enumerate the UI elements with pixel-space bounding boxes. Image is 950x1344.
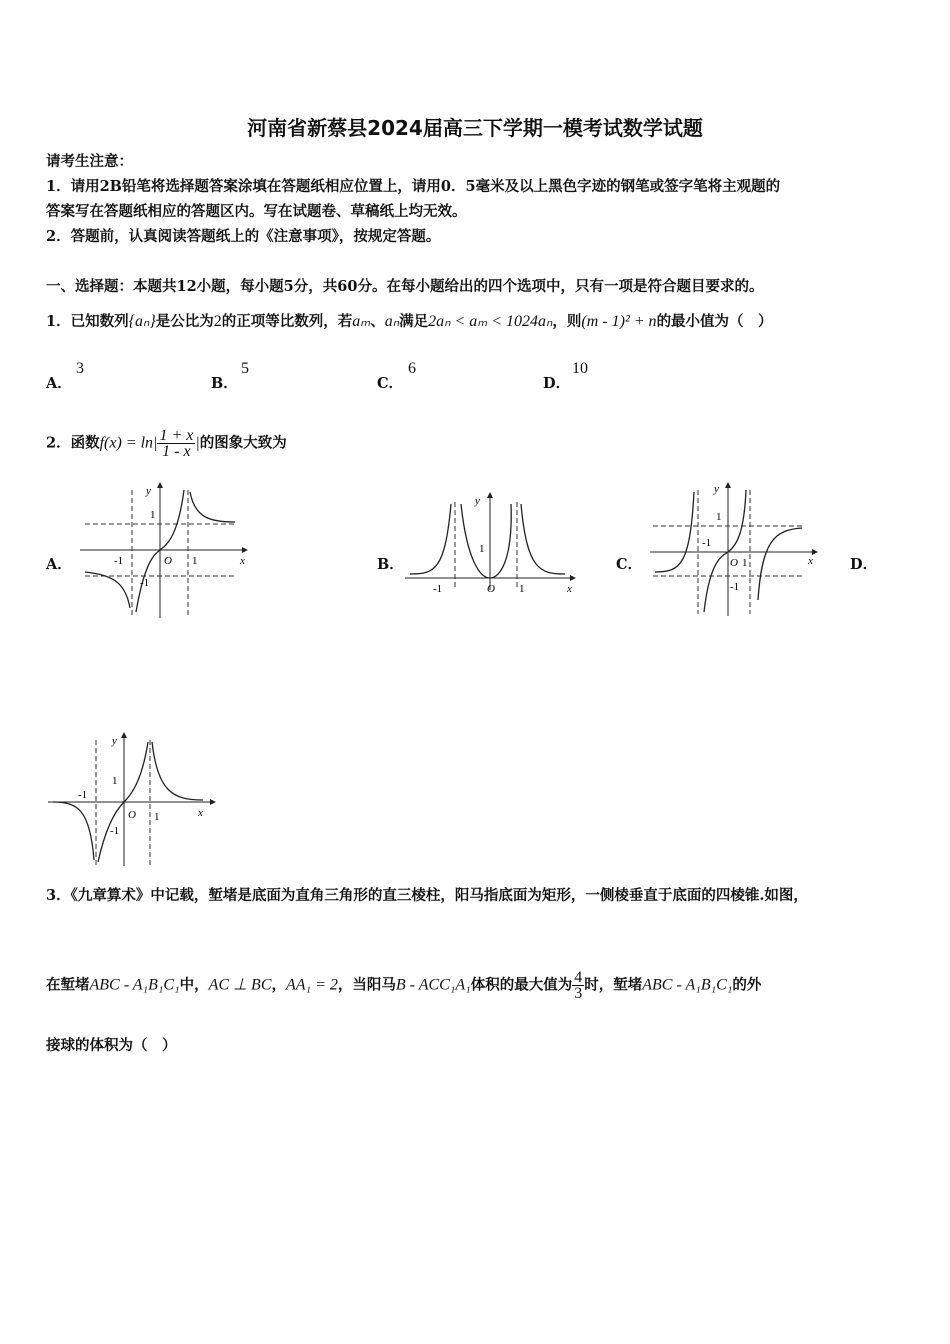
tick-x-1: 1 <box>154 811 160 823</box>
x-axis-arrow-icon <box>242 547 248 553</box>
notice-heading: 请考生注意： <box>46 153 133 170</box>
origin-label: O <box>128 809 136 821</box>
q1-separator: 、 <box>370 313 385 330</box>
tick-x-neg1: -1 <box>702 537 712 549</box>
tick-y-neg1: -1 <box>110 825 120 837</box>
q1-text-1: 1．已知数列 <box>46 313 129 330</box>
q2-option-b-label: B． <box>377 556 404 573</box>
question-1-stem <box>46 312 773 332</box>
y-label: y <box>146 485 151 497</box>
notice-item-2: 2．答题前，认真阅读答题纸上的《注意事项》，按规定答题。 <box>46 228 441 245</box>
tick-y-1: 1 <box>716 511 722 523</box>
tick-x-neg1: -1 <box>433 583 443 595</box>
curve-left-branch <box>655 492 694 572</box>
q1-ratio: 2 <box>213 313 222 330</box>
origin-label: O <box>730 557 738 569</box>
q3-perpendicular: AC ⊥ BC <box>208 976 272 994</box>
q2-option-a-label: A． <box>46 556 72 573</box>
q1-text-4: 满足 <box>399 313 429 330</box>
question-3-line-2 <box>46 970 761 1001</box>
y-axis-arrow-icon <box>725 482 731 488</box>
x-axis-arrow-icon <box>210 799 216 805</box>
q2-abs-bar: | <box>195 434 200 452</box>
q1-expression: (m - 1)² + n <box>581 313 657 330</box>
curve-right-branch <box>758 528 802 600</box>
curve-middle-branch <box>461 504 511 578</box>
x-axis-arrow-icon <box>570 575 576 581</box>
q3-text-1: 在堑堵 <box>46 976 90 994</box>
q3-fraction <box>572 970 584 1001</box>
curve-middle-branch <box>704 490 746 612</box>
q1-text-5: ，则 <box>552 313 582 330</box>
y-axis-arrow-icon <box>487 492 493 498</box>
curve-right-branch <box>152 742 203 800</box>
tick-x-1: 1 <box>742 557 748 569</box>
q3-fraction-numerator: 4 <box>574 969 583 986</box>
tick-x-neg1: -1 <box>78 789 88 801</box>
q3-text-6: 的外 <box>732 976 762 994</box>
q1-text-3: 的正项等比数列，若 <box>221 313 353 330</box>
notice-item-1-line-1: 1．请用2B铅笔将选择题答案涂填在答题纸相应位置上，请用0．5毫米及以上黑色字迹的钢笔或签字笔将主观题的 <box>46 178 781 195</box>
q1-option-a-label: A． <box>46 375 72 392</box>
q1-am: aₘ <box>352 313 371 330</box>
q2-fraction-denominator: 1 - x <box>162 443 191 460</box>
tick-y-neg1: -1 <box>730 581 740 593</box>
tick-x-neg1: -1 <box>114 555 124 567</box>
q3-prism-2: ABC - A₁B₁C₁ <box>642 976 733 994</box>
q2-graph-a <box>80 480 250 620</box>
q2-graph-c <box>650 480 825 620</box>
origin-label: O <box>487 583 495 595</box>
q2-text-2: 的图象大致为 <box>199 434 287 452</box>
q2-graph-d <box>48 730 223 870</box>
page-title: 河南省新蔡县2024届高三下学期一模考试数学试题 <box>247 116 703 140</box>
y-axis-arrow-icon <box>121 732 127 738</box>
q3-edge-length: AA₁ = 2 <box>286 976 338 994</box>
q2-option-d-label: D． <box>850 556 878 573</box>
q1-text-2: 是公比为 <box>155 313 214 330</box>
q3-text-3: ，当阳马 <box>337 976 396 994</box>
y-label: y <box>475 495 480 507</box>
curve-right-branch <box>521 504 565 574</box>
q2-graph-b <box>405 490 580 600</box>
x-label: x <box>198 807 203 819</box>
curve-left-branch <box>410 504 451 574</box>
section-heading: 一、选择题：本题共12小题，每小题5分，共60分。在每小题给出的四个选项中，只有一项是符合题目要求的。 <box>46 278 764 295</box>
x-label: x <box>808 555 813 567</box>
origin-label: O <box>164 555 172 567</box>
q1-option-c-value: 6 <box>408 360 416 377</box>
q2-function: f(x) = ln| <box>99 434 158 452</box>
curve-left-branch <box>53 802 94 860</box>
q3-pyramid: B - ACC₁A₁ <box>395 976 471 994</box>
tick-y-1: 1 <box>150 509 156 521</box>
q2-fraction <box>157 428 195 459</box>
x-label: x <box>567 583 572 595</box>
tick-x-1: 1 <box>192 555 198 567</box>
curve-left-branch <box>85 572 130 608</box>
notice-item-1-line-2: 答案写在答题纸相应的答题区内。写在试题卷、草稿纸上均无效。 <box>46 203 467 220</box>
q3-text-4: 体积的最大值为 <box>470 976 573 994</box>
y-label: y <box>714 483 719 495</box>
x-label: x <box>240 555 245 567</box>
q1-inequality: 2aₙ < aₘ < 1024aₙ <box>428 313 553 330</box>
y-label: y <box>112 735 117 747</box>
q1-option-d-label: D． <box>543 375 571 392</box>
q1-option-a-value: 3 <box>76 360 84 377</box>
question-3-line-3: 接球的体积为（ ） <box>46 1037 177 1054</box>
tick-y-1: 1 <box>479 543 485 555</box>
q1-option-b-value: 5 <box>241 360 249 377</box>
q3-fraction-denominator: 3 <box>574 985 583 1002</box>
q1-text-6: 的最小值为（ ） <box>656 313 773 330</box>
y-axis-arrow-icon <box>157 482 163 488</box>
tick-y-1: 1 <box>112 775 118 787</box>
q3-text-5: 时，堑堵 <box>584 976 643 994</box>
q1-sequence: {aₙ} <box>128 313 156 330</box>
q3-text-2: 中， <box>179 976 209 994</box>
q1-an: aₙ <box>384 313 400 330</box>
q3-prism: ABC - A₁B₁C₁ <box>89 976 180 994</box>
curve-right-branch <box>190 492 235 522</box>
q1-option-d-value: 10 <box>572 360 588 377</box>
q2-text-1: 2．函数 <box>46 434 100 452</box>
tick-y-neg1: -1 <box>140 577 150 589</box>
question-3-line-1: 3．《九章算术》中记载，堑堵是底面为直角三角形的直三棱柱，阳马指底面为矩形，一侧棱垂直于底面的四棱锥.如图， <box>46 887 808 904</box>
q2-fraction-numerator: 1 + x <box>159 427 194 444</box>
question-2-stem <box>46 428 287 459</box>
q1-option-c-label: C． <box>377 375 404 392</box>
q2-option-c-label: C． <box>616 556 643 573</box>
x-axis-arrow-icon <box>812 549 818 555</box>
q3-comma: ， <box>271 976 286 994</box>
q1-option-b-label: B． <box>211 375 238 392</box>
tick-x-1: 1 <box>519 583 525 595</box>
